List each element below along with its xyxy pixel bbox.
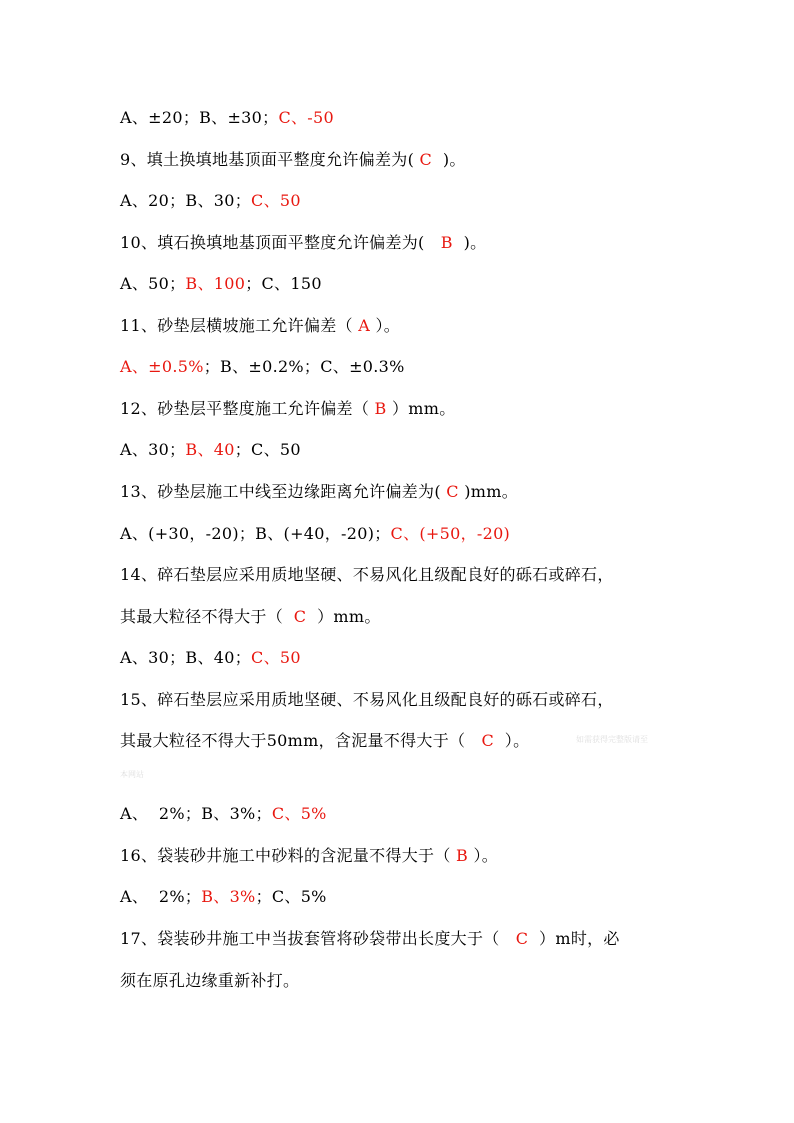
text-line-16 <box>120 731 529 751</box>
question-text: 15、碎石垫层应采用质地坚硬、不易风化且级配良好的砾石或碎石， <box>120 690 614 709</box>
answer-text: C、50 <box>251 648 301 667</box>
answer-text: B、40 <box>185 440 235 459</box>
question-text: 须在原孔边缘重新补打。 <box>120 971 300 990</box>
answer-text: B <box>435 233 459 252</box>
question-text: 9、填土换填地基顶面平整度允许偏差为( <box>120 150 415 169</box>
answer-text: C <box>510 929 534 948</box>
question-text: 10、填石换填地基顶面平整度允许偏差为( <box>120 233 436 252</box>
text-line-1 <box>120 108 334 128</box>
question-text: 其最大粒径不得大于50mm，含泥量不得大于（ <box>120 731 477 750</box>
question-text: 16、袋装砂井施工中砂料的含泥量不得大于（ <box>120 846 457 865</box>
text-line-12 <box>120 565 614 585</box>
answer-text: C <box>414 150 438 169</box>
watermark-line-2: 本网站 <box>120 770 144 779</box>
question-text: ）。 <box>468 846 499 865</box>
text-line-15 <box>120 690 614 710</box>
question-text: A、30； <box>120 440 186 459</box>
answer-text: A <box>358 316 371 335</box>
text-line-14 <box>120 648 301 668</box>
answer-text: B <box>374 399 387 418</box>
text-line-2 <box>120 150 466 170</box>
question-text: ）mm。 <box>306 607 381 626</box>
question-text: ）m时，必 <box>533 929 620 948</box>
question-text: 其最大粒径不得大于（ <box>120 607 294 626</box>
answer-text: B、3% <box>201 887 256 906</box>
question-text: 12、砂垫层平整度施工允许偏差（ <box>120 399 375 418</box>
answer-text: C、(+50，-20) <box>390 524 511 543</box>
answer-text: C、-50 <box>278 108 334 127</box>
question-text: ）。 <box>370 316 401 335</box>
answer-text: B <box>456 846 469 865</box>
text-line-10 <box>120 482 518 502</box>
watermark-line-1: 如需获得完整版请至 <box>576 735 648 744</box>
text-line-21 <box>120 971 299 991</box>
question-text: 17、袋装砂井施工中当拔套管将砂袋带出长度大于（ <box>120 929 511 948</box>
question-text: )。 <box>437 150 466 169</box>
question-text: A、±20；B、±30； <box>120 108 279 127</box>
text-line-6 <box>120 316 400 336</box>
question-text: A、20；B、30； <box>120 191 252 210</box>
text-line-9 <box>120 440 301 460</box>
text-line-3 <box>120 191 301 211</box>
question-text: ；C、50 <box>234 440 301 459</box>
question-text: )。 <box>458 233 487 252</box>
answer-text: C <box>293 607 307 626</box>
text-line-7 <box>120 357 405 377</box>
question-text: )mm。 <box>464 482 519 501</box>
text-line-4 <box>120 233 486 253</box>
question-text: ）。 <box>499 731 530 750</box>
question-text: ；C、5% <box>255 887 327 906</box>
question-text: ；C、150 <box>245 274 322 293</box>
question-text: ）mm。 <box>386 399 456 418</box>
question-text: A、 2%；B、3%； <box>120 804 272 823</box>
text-line-11 <box>120 524 510 544</box>
answer-text: A、±0.5% <box>120 357 204 376</box>
answer-text: C <box>476 731 500 750</box>
question-text: A、30；B、40； <box>120 648 252 667</box>
text-line-5 <box>120 274 322 294</box>
text-line-18 <box>120 846 498 866</box>
text-line-8 <box>120 399 456 419</box>
answer-text: C、50 <box>251 191 301 210</box>
question-text: 14、碎石垫层应采用质地坚硬、不易风化且级配良好的砾石或碎石， <box>120 565 614 584</box>
answer-text: B、100 <box>185 274 246 293</box>
question-text: ；B、±0.2%；C、±0.3% <box>203 357 405 376</box>
text-line-20 <box>120 929 620 949</box>
question-text: A、(+30，-20)；B、(+40，-20)； <box>120 524 391 543</box>
question-text: 11、砂垫层横坡施工允许偏差（ <box>120 316 359 335</box>
text-line-13 <box>120 607 381 627</box>
text-line-17 <box>120 804 327 824</box>
question-text: A、50； <box>120 274 186 293</box>
question-text: 13、砂垫层施工中线至边缘距离允许偏差为( <box>120 482 441 501</box>
question-text: A、 2%； <box>120 887 202 906</box>
text-line-19 <box>120 887 327 907</box>
answer-text: C <box>440 482 465 501</box>
answer-text: C、5% <box>271 804 327 823</box>
